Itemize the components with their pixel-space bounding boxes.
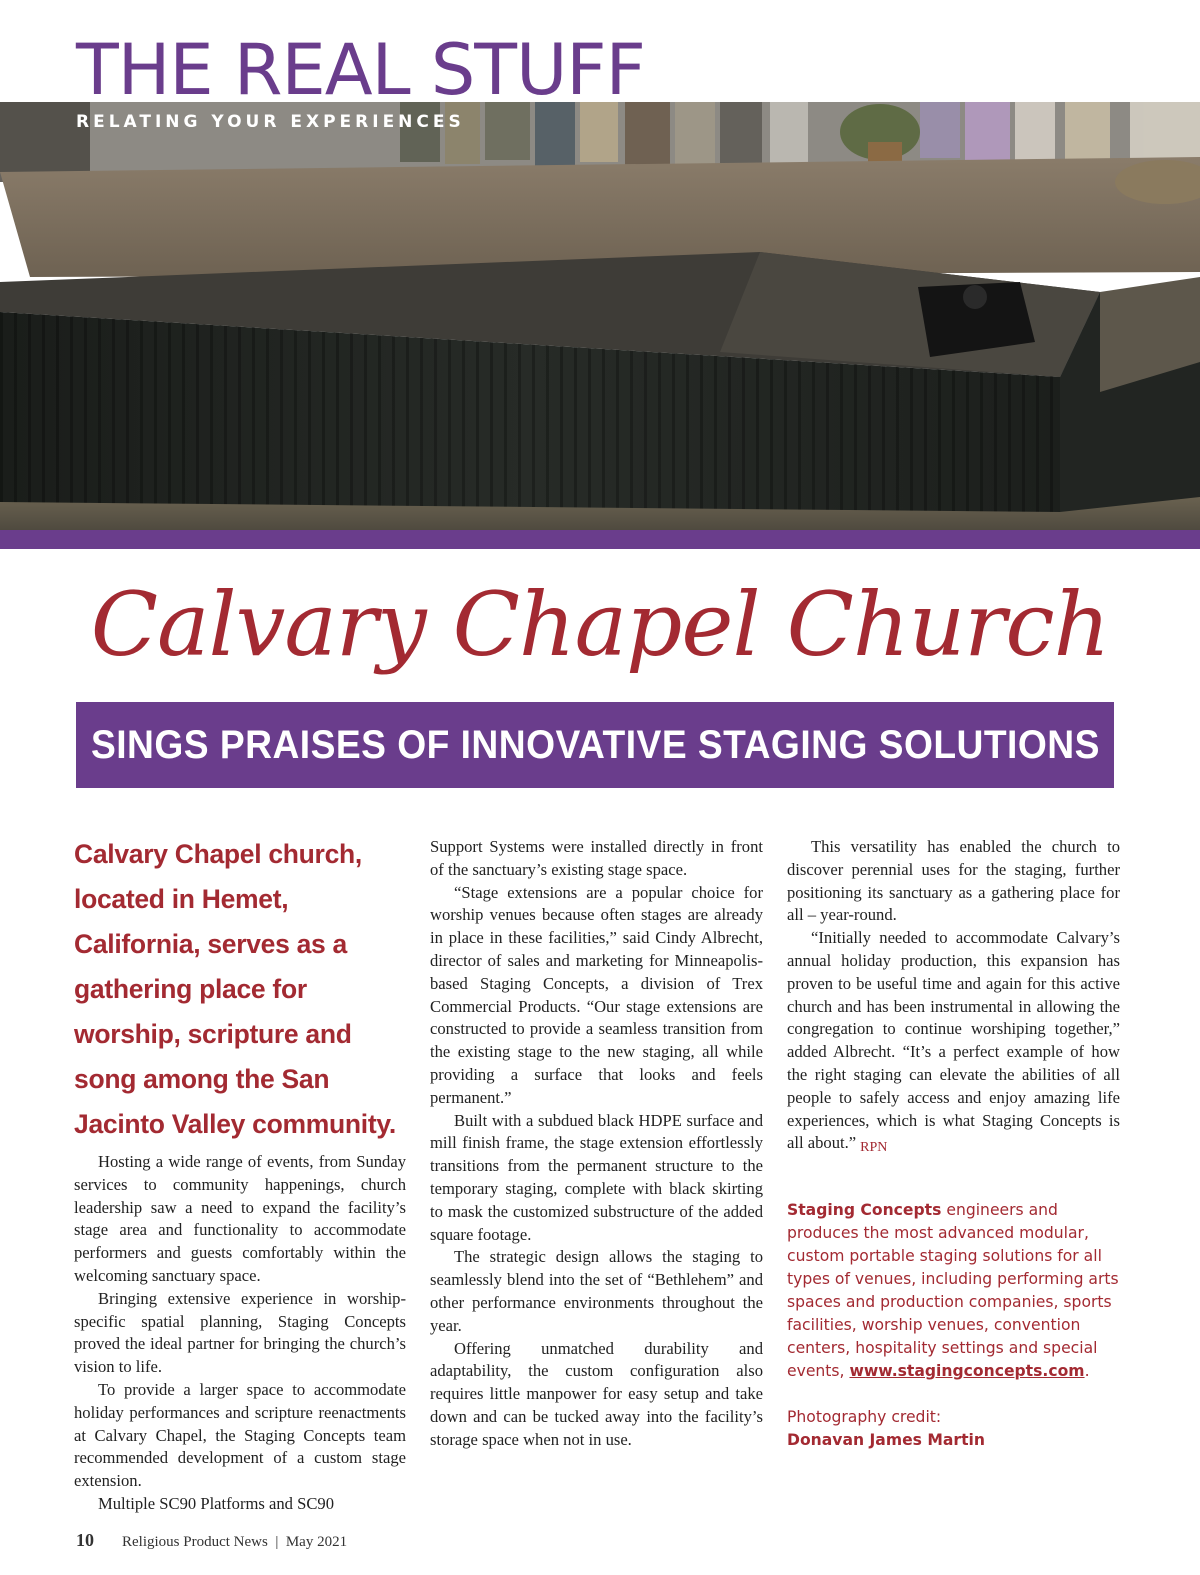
article-title: Calvary Chapel Church — [90, 573, 1110, 676]
page-number: 10 — [76, 1530, 94, 1550]
body-paragraph: The strategic design allows the staging to seamlessly blend into the set of “Bethlehem” and other performance environments throughout the year. — [430, 1247, 763, 1335]
column-2 — [430, 836, 763, 1452]
body-paragraph: Built with a subdued black HDPE surface and mill finish frame, the stage extension effortlessly transitions from the permanent structure to the temporary staging, complete with black skirting to mask the customized substructure of the added square footage. — [430, 1110, 763, 1244]
lede-paragraph: Calvary Chapel church, located in Hemet, California, serves as a gathering place for worship, scripture and song among the San Jacinto Valley community. — [74, 839, 396, 1139]
company-description: engineers and produces the most advanced modular, custom portable staging solutions for all types of venues, including performing arts spaces and production companies, sports facilities, worship venues, convention centers, hospitality settings and special events, — [787, 1201, 1119, 1380]
body-paragraph: To provide a larger space to accommodate holiday performances and scripture reenactments at Calvary Chapel, the Staging Concepts team recommended development of a custom stage extension. — [74, 1379, 406, 1491]
company-name: Staging Concepts — [787, 1201, 942, 1219]
section-subtitle: RELATING YOUR EXPERIENCES — [76, 112, 465, 132]
company-blurb — [787, 1199, 1127, 1383]
url-suffix: . — [1084, 1362, 1090, 1380]
subtitle-banner — [76, 702, 1114, 788]
signoff-mark: RPN — [860, 1140, 888, 1156]
subtitle-banner-text: SINGS PRAISES OF INNOVATIVE STAGING SOLUTIONS — [90, 722, 1100, 767]
body-paragraph: Offering unmatched durability and adaptability, the custom configuration also requires little manpower for easy setup and take down and can be tucked away into the facility’s storage space when not in use. — [430, 1338, 763, 1449]
publication-line: Religious Product News | May 2021 — [122, 1534, 348, 1550]
company-website-link[interactable]: www.stagingconcepts.com — [849, 1362, 1085, 1380]
body-paragraph: “Stage extensions are a popular choice for worship venues because often stages are already in place in these facilities,” said Cindy Albrecht, director of sales and marketing for Minneapolis-based Staging Concepts, a division of Trex Commercial Products. “Our stage extensions are constructed to provide a seamless transition from the existing stage to the new staging, all while providing a surface that looks and feels permanent.” — [430, 882, 763, 1107]
column-1 — [74, 832, 406, 1516]
photo-credit-label: Photography credit: — [787, 1408, 942, 1426]
body-paragraph: Support Systems were installed directly in front of the sanctuary’s existing stage space. — [430, 837, 763, 879]
body-paragraph: This versatility has enabled the church to discover perennial uses for the staging, further positioning its sanctuary as a gathering place for all – year-round. — [787, 837, 1120, 925]
stage-photo-illustration — [0, 102, 1200, 530]
body-paragraph: Hosting a wide range of events, from Sunday services to community happenings, church leadership saw a need to expand the facility’s stage area and functionality to accommodate performers and guests comfortably within the welcoming sanctuary space. — [74, 1152, 406, 1285]
divider-rule — [0, 530, 1200, 549]
photo-credit-name: Donavan James Martin — [787, 1431, 985, 1449]
section-title: THE REAL STUFF — [76, 29, 645, 111]
stage-photo — [0, 102, 1200, 530]
body-paragraph — [787, 927, 1120, 1160]
company-sidebar — [787, 1199, 1127, 1452]
closing-paragraph-text: “Initially needed to accommodate Calvary’s annual holiday production, this expansion has proven to be useful time and again for this active church and has been instrumental in allowing the congregation to continue worshiping together,” added Albrecht. “It’s a perfect example of how the right staging can elevate the abilities of all people to safely access and enjoy amazing life experiences, which is what Staging Concepts is all about.” — [787, 928, 1120, 1153]
body-paragraph: Multiple SC90 Platforms and SC90 — [98, 1493, 335, 1513]
page-footer — [76, 1530, 347, 1551]
column-3 — [787, 836, 1120, 1160]
body-paragraph: Bringing extensive experience in worship-specific spatial planning, Staging Concepts proved the ideal partner for bringing the church’s vision to life. — [74, 1288, 406, 1377]
